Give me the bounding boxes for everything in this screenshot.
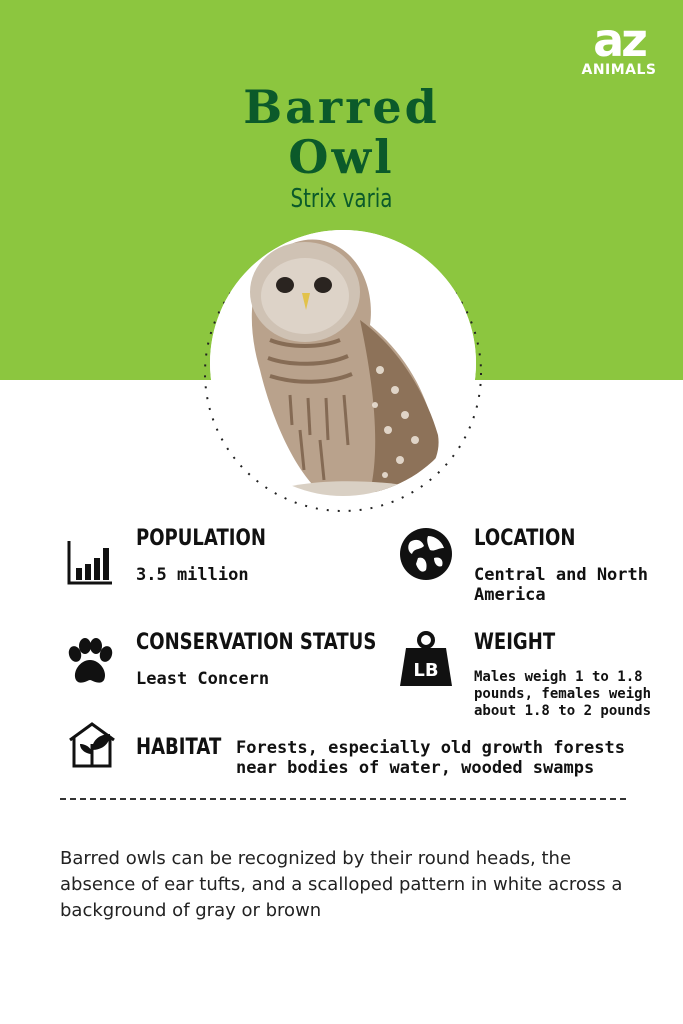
habitat-value: Forests, especially old growth forests near bodies of water, wooded swamps [236,738,625,778]
weight-value: Males weigh 1 to 1.8 pounds, females weigh about 1.8 to 2 pounds [474,669,652,719]
scientific-name: Strix varia [290,184,393,214]
population-value: 3.5 million [136,565,249,585]
logo-wordmark: ANIMALS [581,62,657,78]
habitat-label: HABITAT [136,735,222,760]
population-label: POPULATION [136,526,266,551]
globe-icon [398,526,454,582]
bar-chart-icon [66,538,114,586]
house-plant-icon [66,720,122,768]
logo-mark: az [593,13,645,67]
species-description: Barred owls can be recognized by their round heads, the absence of ear tufts, and a scalloped pattern in white across a background of gray or brown [60,848,623,921]
title-line-2: Owl [288,130,395,184]
weight-icon-text: LB [413,660,439,681]
section-divider [60,798,626,800]
paw-icon [64,638,114,686]
page-title [0,82,683,182]
weight-label: WEIGHT [474,630,556,655]
owl-illustration [210,230,476,496]
conservation-value: Least Concern [136,669,270,689]
location-label: LOCATION [474,526,576,551]
location-value: Central and North America [474,565,648,605]
az-animals-logo[interactable] [577,13,661,78]
weight-icon [398,630,454,688]
title-line-1: Barred [243,80,440,134]
owl-photo [210,230,476,496]
conservation-label: CONSERVATION STATUS [136,630,377,655]
